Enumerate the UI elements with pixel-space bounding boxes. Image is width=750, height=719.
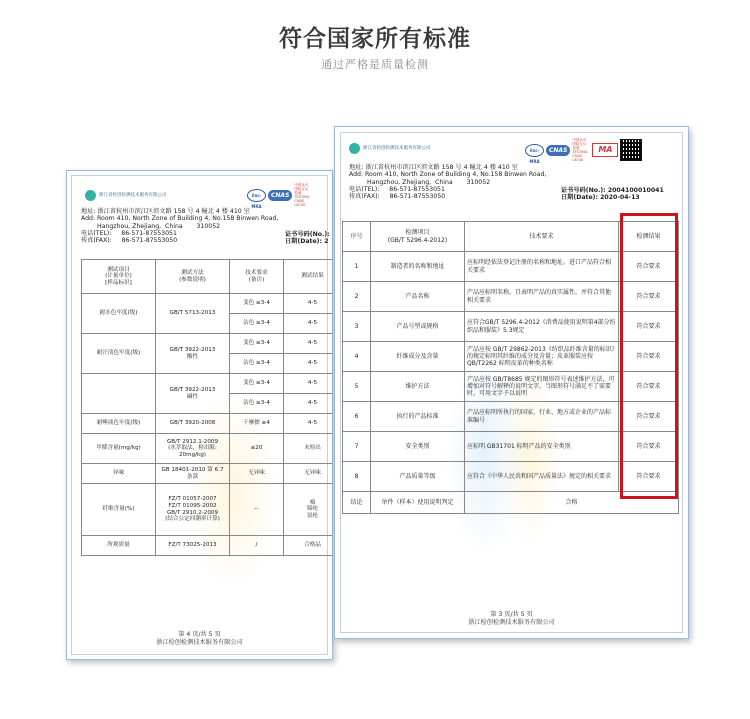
table-cell-item: 产品号型或规格: [371, 312, 465, 342]
table-cell-item: 耐唾液色牢度(级): [82, 414, 156, 434]
report-page-4: [66, 170, 333, 660]
table-cell-method: GB/T 2912.1-2009 (水萃取法，检出限: 20mg/kg): [156, 434, 230, 464]
conclusion-text: 单件（样本）使用说明判定: [371, 492, 465, 514]
lab-logo-icon: [85, 190, 96, 201]
table-cell-res: 4-5: [284, 394, 334, 414]
column-header: 测试项目 (计量单位) [样品标识]: [82, 260, 156, 294]
lab-logo: [349, 138, 431, 157]
table-cell-method: GB/T 5713-2013: [156, 294, 230, 334]
table-cell-no: 2: [343, 282, 371, 312]
lab-name: 浙江省检创检测技术服务有限公司: [363, 146, 431, 151]
table-cell-req: 应标明 GB31701 标明产品的安全类别: [465, 432, 619, 462]
column-header: 检测项目 (GB/T 5296.4-2012): [371, 222, 465, 252]
table-cell-item: 耐水色牢度(级): [82, 294, 156, 334]
table-row: [82, 464, 334, 484]
table-cell-req: ≤20: [230, 434, 284, 464]
table-cell-res: 4-5: [284, 334, 334, 354]
qr-code-icon: [620, 139, 642, 161]
table-cell-res: 符合要求: [619, 282, 679, 312]
table-cell-req: --: [230, 484, 284, 536]
page-title: 符合国家所有标准: [279, 26, 471, 52]
table-cell-item: 耐汗渍色牢度(级): [82, 334, 156, 374]
table-cell-item: 产品名称: [371, 282, 465, 312]
table-cell-res: 4-5: [284, 354, 334, 374]
cnas-cert-text: 中国认可 国际互认 检测 TESTING CNAS L8740: [294, 183, 310, 207]
table-cell-res: 无异味: [284, 464, 334, 484]
column-header: 技术要求 (备注): [230, 260, 284, 294]
report-number-label: 证书号码(No.): 2004100010041 日期(Date): 2020-04-13: [561, 187, 664, 202]
ilac-mra-icon: ilac-MRA: [525, 144, 544, 157]
table-cell-req: 产品应按 GB/T 29862-2013《纺织品纤维含量的标识》的规定标明其纤维的成分及含量；皮革服装应按 QB/T2262 标明皮革的种类名称: [465, 342, 619, 372]
table-cell-item: 安全类别: [371, 432, 465, 462]
table-cell-req: 变色 ≥3-4: [230, 334, 284, 354]
accreditation-badges: [247, 183, 312, 207]
table-cell-item: 甲醛含量(mg/kg): [82, 434, 156, 464]
accreditation-badges: [525, 138, 642, 162]
table-row: [82, 334, 334, 354]
table-cell-res: 棉 锦纶 氨纶: [284, 484, 334, 536]
table-cell-item: 所观质量: [82, 536, 156, 556]
table-header-row: [82, 260, 334, 294]
table-cell-req: 应符合GB/T 5296.4-2012《消费品使用说明第4部分纺织品和服装》5.3规定: [465, 312, 619, 342]
page-subtitle: 通过严格是质量检测: [321, 58, 429, 71]
table-cell-req: 无异味: [230, 464, 284, 484]
table-cell-res: 符合要求: [619, 432, 679, 462]
table-cell-res: 4-5: [284, 414, 334, 434]
table-row: [82, 434, 334, 464]
table-cell-item: [82, 374, 156, 414]
table-row: [82, 484, 334, 536]
table-cell-res: 符合要求: [619, 342, 679, 372]
conclusion-label: 结论: [343, 492, 371, 514]
table-cell-item: 维护方法: [371, 372, 465, 402]
table-cell-no: 4: [343, 342, 371, 372]
table-cell-res: 4-5: [284, 374, 334, 394]
column-header: 序号: [343, 222, 371, 252]
table-cell-item: 执行的产品标准: [371, 402, 465, 432]
column-header: 测试结果: [284, 260, 334, 294]
table-cell-res: 符合要求: [619, 312, 679, 342]
table-row: [82, 414, 334, 434]
table-cell-no: 3: [343, 312, 371, 342]
cma-icon: MA: [592, 143, 618, 157]
table-cell-res: 符合要求: [619, 402, 679, 432]
table-cell-req: 应符合《中华人民共和国产品质量法》规定的相关要求: [465, 462, 619, 492]
test-results-table: [81, 259, 333, 556]
cnas-icon: CNAS: [268, 190, 292, 201]
table-cell-req: 产品应按 GB/T8685 规定的图形符号表述维护方法，可增加对符号解释的说明文字。当图形符号满足不了需要时，可用文字予以说明: [465, 372, 619, 402]
table-cell-method: FZ/T 73025-2013: [156, 536, 230, 556]
cnas-icon: CNAS: [546, 145, 570, 156]
lab-logo: [85, 185, 167, 204]
footer-company: 浙江检创检测技术服务有限公司: [156, 639, 243, 646]
page-footer: [335, 611, 688, 627]
page-footer: [67, 631, 332, 647]
table-cell-req: 应标明经依法登记注册的名称和地址。进口产品符合相关要求: [465, 252, 619, 282]
table-cell-no: 1: [343, 252, 371, 282]
table-cell-no: 7: [343, 432, 371, 462]
report-page-3: [334, 126, 689, 639]
table-cell-res: 未检出: [284, 434, 334, 464]
lab-address: 地址: 浙江省杭州市滨江区滨文路 158 号 4 幢北 4 楼 410 室 Add: Room 410, North Zone of Building 4, No.158 Binwen Road, Hangzhou, Zhejiang, China 310052 电话(TEL): 86-571-87553051 传真(FAX): 86-571-87553050: [81, 208, 279, 245]
table-cell-item: 纤维成分及含量: [371, 342, 465, 372]
table-cell-req: 沾色 ≥3-4: [230, 354, 284, 374]
page-number: 第 4 页/共 5 页: [178, 631, 221, 638]
table-cell-req: 沾色 ≥3-4: [230, 394, 284, 414]
table-cell-req: 变色 ≥3-4: [230, 294, 284, 314]
table-cell-req: 沾色 ≥3-4: [230, 314, 284, 334]
table-row: [82, 374, 334, 394]
footer-company: 浙江检创检测技术服务有限公司: [468, 619, 555, 626]
result-column-highlight: [620, 213, 678, 499]
table-cell-res: 4-5: [284, 294, 334, 314]
table-cell-req: /: [230, 536, 284, 556]
table-cell-item: 制造者的名称和地址: [371, 252, 465, 282]
table-cell-res: 符合要求: [619, 372, 679, 402]
table-cell-req: 干摩擦 ≥4: [230, 414, 284, 434]
table-cell-res: 合格品: [284, 536, 334, 556]
table-cell-method: GB 18401-2010 第 6.7 条款: [156, 464, 230, 484]
column-header: 测试方法 (参数说明): [156, 260, 230, 294]
table-cell-res: 符合要求: [619, 462, 679, 492]
page-number: 第 3 页/共 5 页: [490, 611, 533, 618]
table-cell-no: 8: [343, 462, 371, 492]
lab-name: 浙江省检创检测技术服务有限公司: [99, 193, 167, 198]
table-cell-no: 6: [343, 402, 371, 432]
ilac-mra-icon: ilac-MRA: [247, 189, 266, 202]
table-cell-item: 异味: [82, 464, 156, 484]
table-cell-item: 纤维含量(%): [82, 484, 156, 536]
table-row: [82, 294, 334, 314]
table-cell-res: 符合要求: [619, 252, 679, 282]
table-cell-no: 5: [343, 372, 371, 402]
report-number-label: 证书号码(No.): 日期(Date): 2: [285, 231, 330, 246]
conclusion-result: 合格: [465, 492, 679, 514]
lab-address: 地址: 浙江省杭州市滨江区滨文路 158 号 4 幢北 4 楼 410 室 Add: Room 410, North Zone of Building 4, No.158 Binwen Road, Hangzhou, Zhejiang, China 310052 电话(TEL): 86-571-87553051 传真(FAX): 86-571-87553050: [349, 164, 547, 201]
lab-logo-icon: [349, 143, 360, 154]
table-cell-method: GB/T 3922-2013 酸性: [156, 334, 230, 374]
table-cell-item: 产品质量等级: [371, 462, 465, 492]
table-cell-req: 产品应标明名称。且表明产品的真实属性。并符合其他相关要求: [465, 282, 619, 312]
cnas-cert-text: 中国认可 国际互认 检测 TESTING CNAS L8740: [572, 138, 588, 162]
column-header: 检测结果: [619, 222, 679, 252]
table-cell-method: GB/T 3922-2013 碱性: [156, 374, 230, 414]
table-cell-method: FZ/T 01057-2007 FZ/T 01095-2002 GB/T 2910.2-2009 (结合公定回潮率计算): [156, 484, 230, 536]
table-row: [82, 536, 334, 556]
table-cell-res: 4-5: [284, 314, 334, 334]
column-header: 技术要求: [465, 222, 619, 252]
table-cell-req: 产品应标明所执行的国家、行业、地方或企业的产品标准编号: [465, 402, 619, 432]
table-cell-method: GB/T 3920-2008: [156, 414, 230, 434]
table-cell-req: 变色 ≥3-4: [230, 374, 284, 394]
